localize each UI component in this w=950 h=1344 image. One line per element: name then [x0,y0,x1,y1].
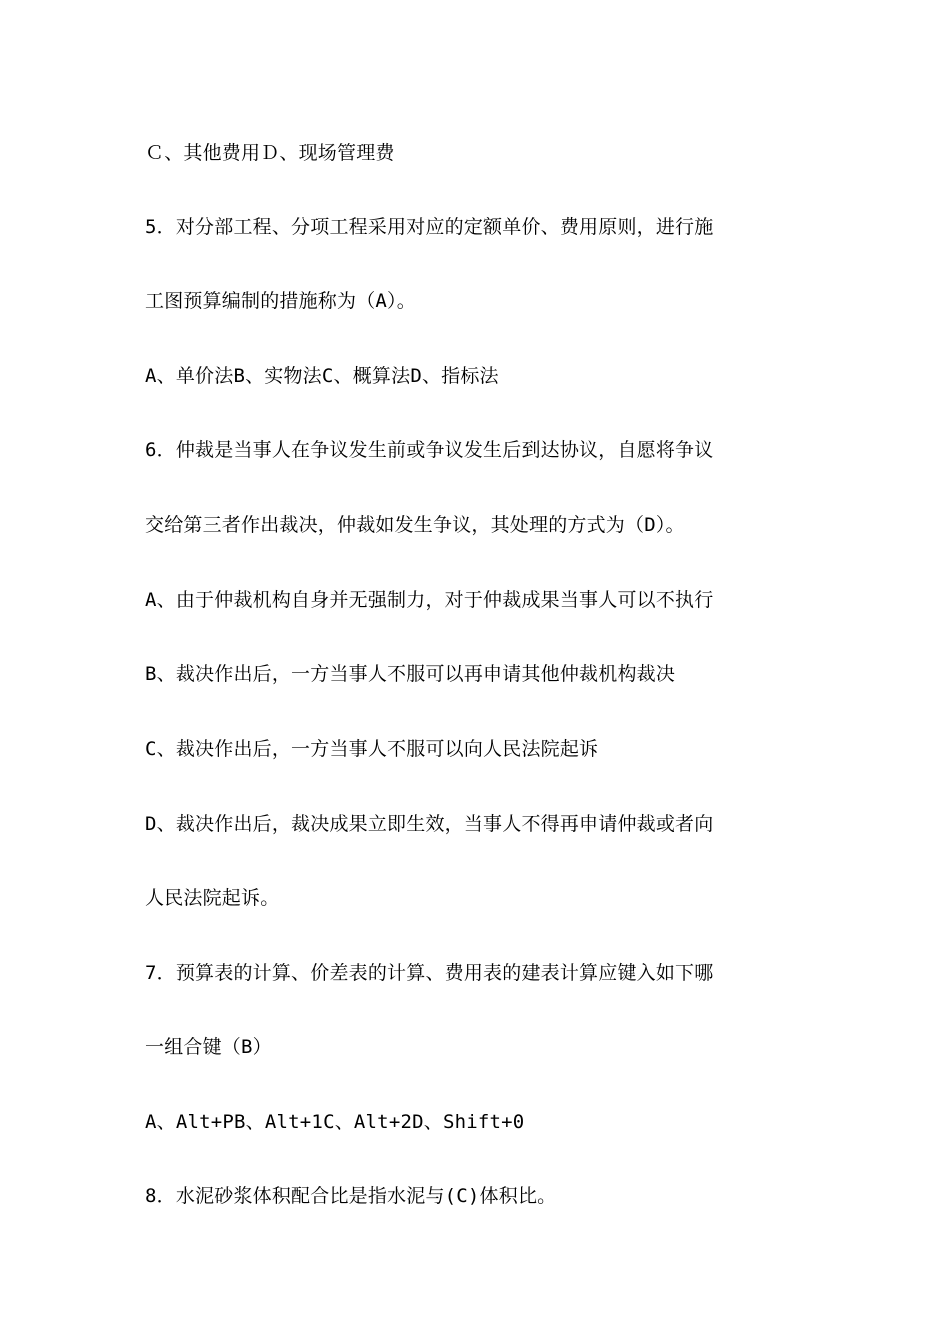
question-7-line-2: 一组合键（B） [145,1036,272,1058]
question-6-option-b: B、裁决作出后，一方当事人不服可以再申请其他仲裁机构裁决 [145,663,676,685]
text-line-options-c-d: Ｃ、其他费用Ｄ、现场管理费 [145,142,395,164]
question-6-option-a: A、由于仲裁机构自身并无强制力，对于仲裁成果当事人可以不执行 [145,589,714,611]
question-6-option-d-line-1: D、裁决作出后，裁决成果立即生效，当事人不得再申请仲裁或者向 [145,813,714,835]
question-6-line-1: 6．仲裁是当事人在争议发生前或争议发生后到达协议，自愿将争议 [145,439,714,461]
question-5-line-2: 工图预算编制的措施称为（A）。 [145,290,416,312]
question-5-line-1: 5．对分部工程、分项工程采用对应的定额单价、费用原则，进行施 [145,216,714,238]
question-5-options: A、单价法B、实物法C、概算法D、指标法 [145,365,499,387]
question-6-option-d-line-2: 人民法院起诉。 [145,887,280,909]
question-6-option-c: C、裁决作出后，一方当事人不服可以向人民法院起诉 [145,738,599,760]
question-8-line-1: 8．水泥砂浆体积配合比是指水泥与(C)体积比。 [145,1185,557,1207]
question-6-line-2: 交给第三者作出裁决，仲裁如发生争议，其处理的方式为（D）。 [145,514,685,536]
question-7-line-1: 7．预算表的计算、价差表的计算、费用表的建表计算应键入如下哪 [145,962,714,984]
question-7-options: A、Alt+PB、Alt+1C、Alt+2D、Shift+0 [145,1111,525,1133]
